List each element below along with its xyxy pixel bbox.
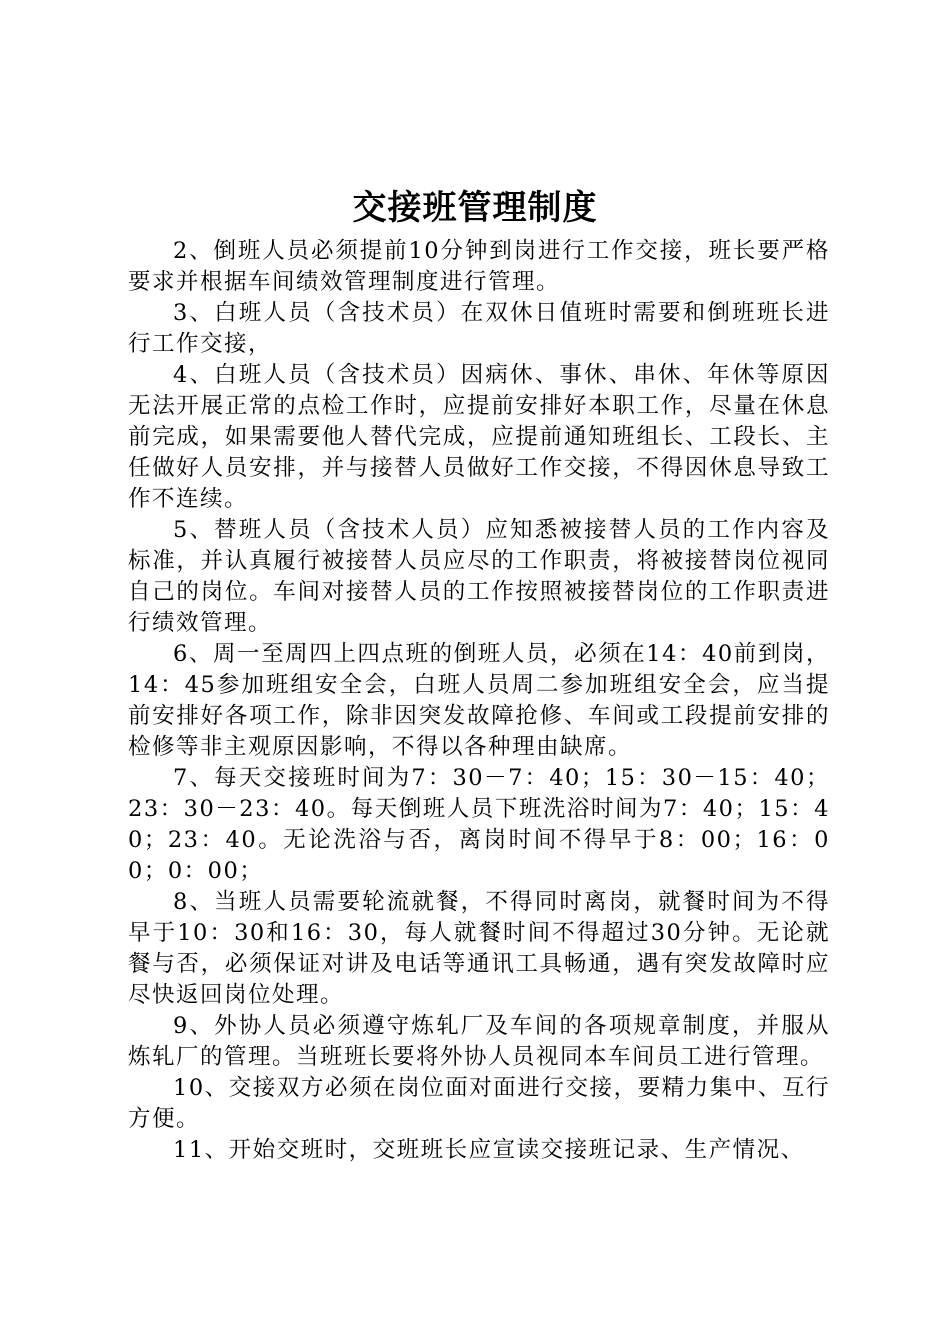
document-body [128, 236, 830, 1166]
paragraph-item-8: 8、当班人员需要轮流就餐，不得同时离岗，就餐时间为不得早于10：30和16：30，每人就餐时间不得超过30分钟。无论就餐与否，必须保证对讲及电话等通讯工具畅通，遇有突发故障时应尽快返回岗位处理。 [128, 889, 830, 1008]
paragraph-item-3: 3、白班人员（含技术员）在双休日值班时需要和倒班班长进行工作交接， [128, 300, 830, 357]
paragraph-item-6: 6、周一至周四上四点班的倒班人员，必须在14：40前到岗，14：45参加班组安全会，白班人员周二参加班组安全会，应当提前安排好各项工作，除非因突发故障抢修、车间或工段提前安排的检修等非主观原因影响，不得以各种理由缺席。 [128, 641, 830, 760]
paragraph-item-9: 9、外协人员必须遵守炼轧厂及车间的各项规章制度，并服从炼轧厂的管理。当班班长要将外协人员视同本车间员工进行管理。 [128, 1013, 830, 1070]
paragraph-item-5: 5、替班人员（含技术人员）应知悉被接替人员的工作内容及标准，并认真履行被接替人员应尽的工作职责，将被接替岗位视同自己的岗位。车间对接替人员的工作按照被接替岗位的工作职责进行绩效管理。 [128, 517, 830, 636]
paragraph-item-10: 10、交接双方必须在岗位面对面进行交接，要精力集中、互行方便。 [128, 1075, 830, 1132]
paragraph-item-7: 7、每天交接班时间为7：30－7：40；15：30－15：40；23：30－23：40。每天倒班人员下班洗浴时间为7：40；15：40；23：40。无论洗浴与否，离岗时间不得早于8：00；16：00；0：00； [128, 765, 830, 884]
paragraph-item-4: 4、白班人员（含技术员）因病休、事休、串休、年休等原因无法开展正常的点检工作时，应提前安排好本职工作，尽量在休息前完成，如果需要他人替代完成，应提前通知班组长、工段长、主任做好人员安排，并与接替人员做好工作交接，不得因休息导致工作不连续。 [128, 362, 830, 512]
document-title: 交接班管理制度 [352, 188, 598, 228]
paragraph-item-11: 11、开始交班时，交班班长应宣读交接班记录、生产情况、 [173, 1137, 805, 1163]
paragraph-item-2: 2、倒班人员必须提前10分钟到岗进行工作交接，班长要严格要求并根据车间绩效管理制度进行管理。 [128, 238, 830, 295]
